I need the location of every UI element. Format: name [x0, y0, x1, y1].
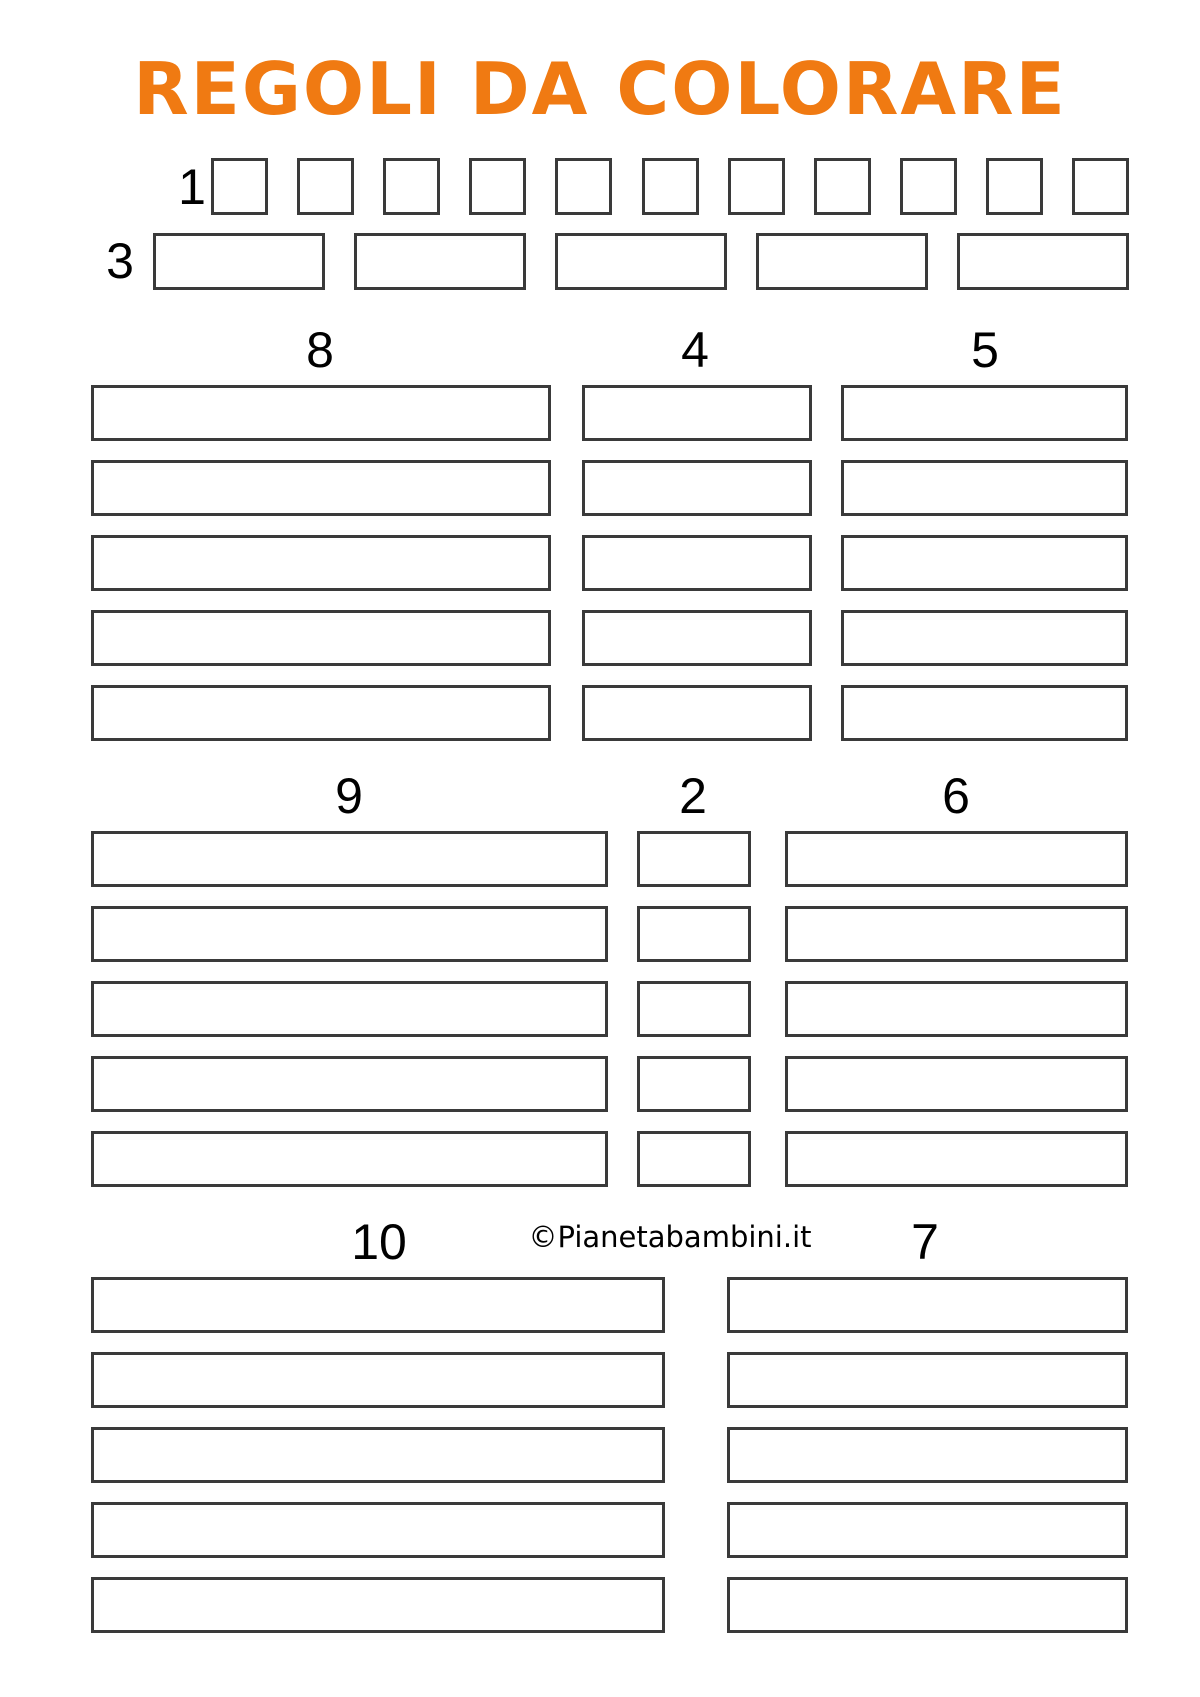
rod-4-box[interactable] — [582, 460, 812, 516]
rod-label-6: 6 — [942, 768, 970, 824]
rod-6-box[interactable] — [785, 906, 1128, 962]
rod-7-box[interactable] — [727, 1427, 1128, 1483]
rod-4-box[interactable] — [582, 685, 812, 741]
rod-5-box[interactable] — [841, 535, 1128, 591]
rod-6-box[interactable] — [785, 1056, 1128, 1112]
rod-5-box[interactable] — [841, 685, 1128, 741]
rod-6-box[interactable] — [785, 981, 1128, 1037]
rod-2-box[interactable] — [637, 906, 751, 962]
rod-9-box[interactable] — [91, 906, 608, 962]
rod-2-box[interactable] — [637, 1131, 751, 1187]
rod-7-box[interactable] — [727, 1352, 1128, 1408]
rod-8-box[interactable] — [91, 460, 551, 516]
rod-1-box[interactable] — [1072, 158, 1129, 215]
rod-8-box[interactable] — [91, 610, 551, 666]
rod-9-box[interactable] — [91, 1131, 608, 1187]
rod-9-box[interactable] — [91, 981, 608, 1037]
rod-label-10: 10 — [351, 1214, 407, 1270]
rod-2-box[interactable] — [637, 981, 751, 1037]
rod-3-box[interactable] — [555, 233, 727, 290]
rod-label-3: 3 — [106, 233, 134, 289]
rod-1-box[interactable] — [642, 158, 699, 215]
rod-1-box[interactable] — [555, 158, 612, 215]
rod-10-box[interactable] — [91, 1352, 665, 1408]
rod-1-box[interactable] — [728, 158, 785, 215]
rod-1-box[interactable] — [900, 158, 957, 215]
rod-1-box[interactable] — [383, 158, 440, 215]
rod-label-7: 7 — [911, 1214, 939, 1270]
rod-8-box[interactable] — [91, 535, 551, 591]
rod-label-5: 5 — [971, 322, 999, 378]
rod-6-box[interactable] — [785, 1131, 1128, 1187]
rod-4-box[interactable] — [582, 610, 812, 666]
rod-6-box[interactable] — [785, 831, 1128, 887]
rod-label-2: 2 — [679, 768, 707, 824]
rod-5-box[interactable] — [841, 610, 1128, 666]
rod-label-4: 4 — [681, 322, 709, 378]
rod-3-box[interactable] — [354, 233, 526, 290]
rod-5-box[interactable] — [841, 460, 1128, 516]
rod-10-box[interactable] — [91, 1427, 665, 1483]
rod-5-box[interactable] — [841, 385, 1128, 441]
rod-label-9: 9 — [335, 768, 363, 824]
rod-4-box[interactable] — [582, 535, 812, 591]
rod-1-box[interactable] — [211, 158, 268, 215]
rod-4-box[interactable] — [582, 385, 812, 441]
rod-10-box[interactable] — [91, 1577, 665, 1633]
rod-7-box[interactable] — [727, 1277, 1128, 1333]
rod-label-8: 8 — [306, 322, 334, 378]
rod-1-box[interactable] — [986, 158, 1043, 215]
copyright-credit: ©Pianetabambini.it — [528, 1220, 812, 1254]
rod-1-box[interactable] — [297, 158, 354, 215]
rod-9-box[interactable] — [91, 1056, 608, 1112]
rod-8-box[interactable] — [91, 385, 551, 441]
rod-3-box[interactable] — [957, 233, 1129, 290]
rod-3-box[interactable] — [153, 233, 325, 290]
rod-3-box[interactable] — [756, 233, 928, 290]
rod-10-box[interactable] — [91, 1502, 665, 1558]
rod-7-box[interactable] — [727, 1577, 1128, 1633]
rod-2-box[interactable] — [637, 1056, 751, 1112]
rod-8-box[interactable] — [91, 685, 551, 741]
rod-1-box[interactable] — [469, 158, 526, 215]
rod-9-box[interactable] — [91, 831, 608, 887]
rod-label-1: 1 — [178, 159, 206, 215]
rod-2-box[interactable] — [637, 831, 751, 887]
rod-1-box[interactable] — [814, 158, 871, 215]
page-title: REGOLI DA COLORARE — [133, 47, 1067, 131]
rod-7-box[interactable] — [727, 1502, 1128, 1558]
rod-10-box[interactable] — [91, 1277, 665, 1333]
